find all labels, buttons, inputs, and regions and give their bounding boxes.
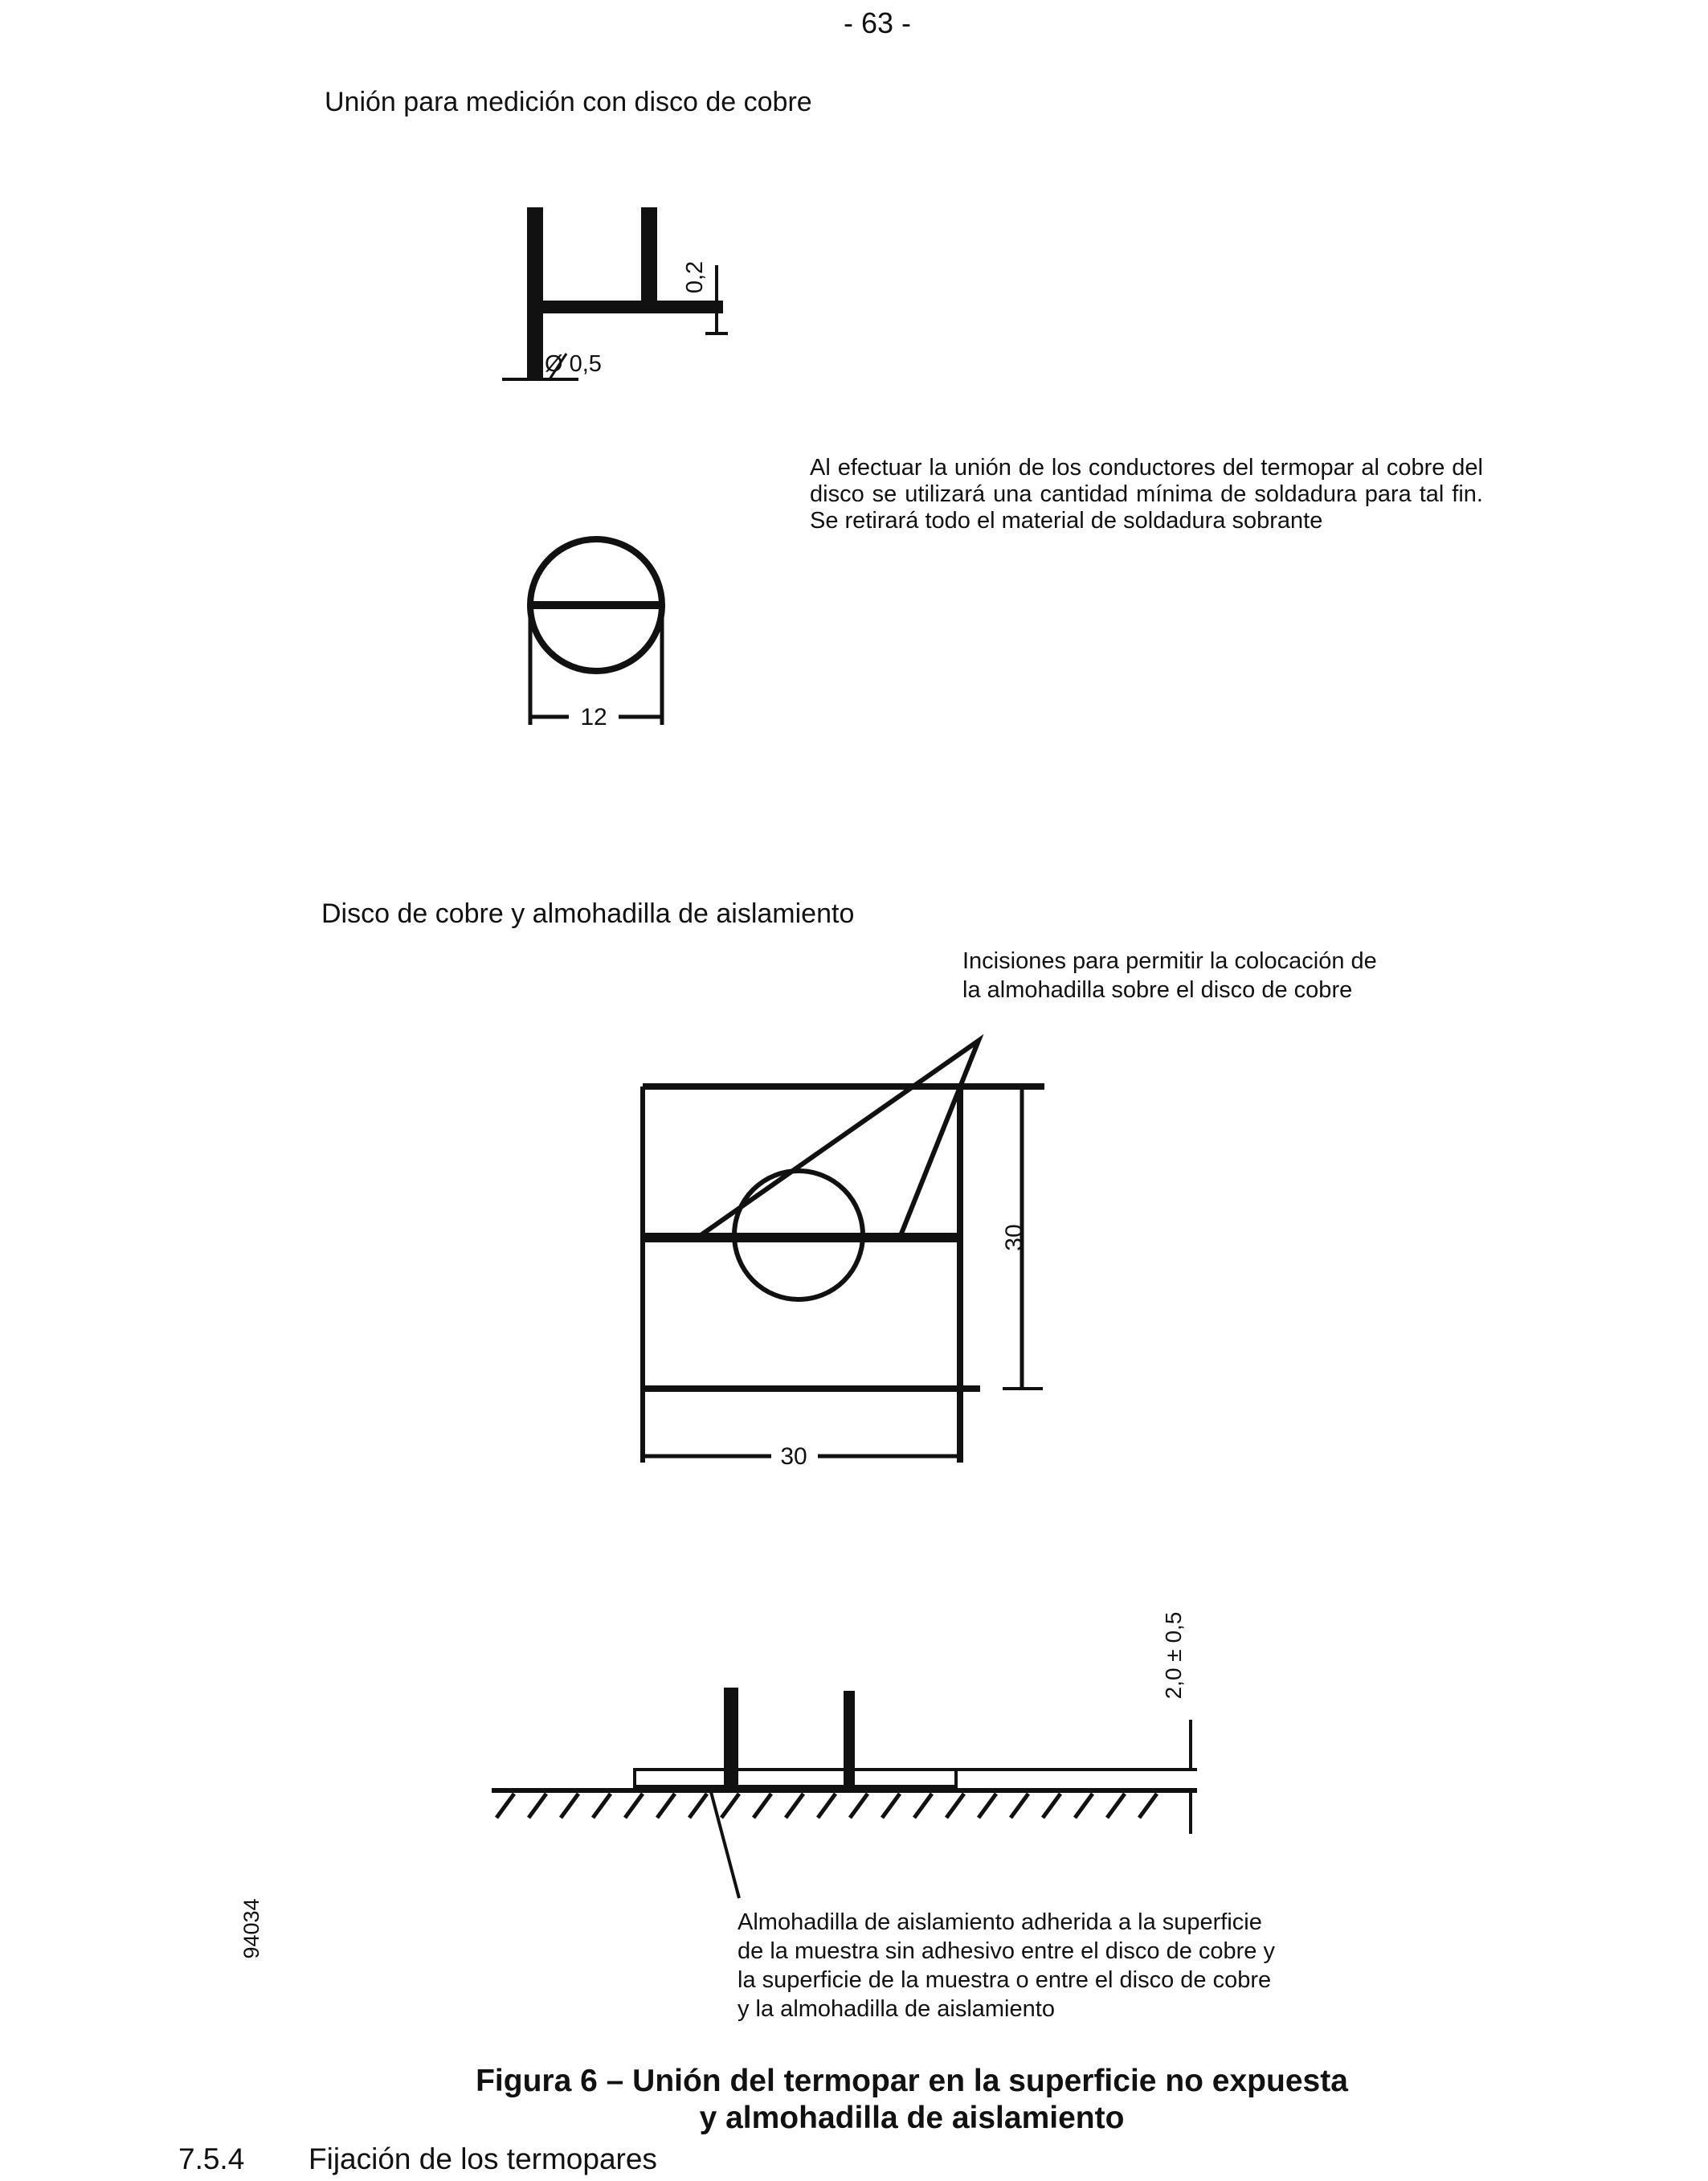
figure-caption-line-2: y almohadilla de aislamiento <box>699 2101 1125 2135</box>
incision-callout-line-1: Incisiones para permitir la colocación de <box>962 948 1377 974</box>
pad-callout-line-3: la superficie de la muestra o entre el disco de cobre <box>738 1967 1272 1993</box>
side-code: 94034 <box>239 1898 264 1959</box>
height-dim-label: 30 <box>1001 1224 1028 1251</box>
surface-hatching <box>496 1794 1157 1818</box>
pad-section-view <box>492 1612 1197 1898</box>
incision-callout-line-2: la almohadilla sobre el disco de cobre <box>962 977 1353 1003</box>
pad-callout-line-1: Almohadilla de aislamiento adherida a la superficie <box>738 1909 1262 1935</box>
pad-callout-leader <box>711 1792 739 1898</box>
solder-note: Al efectuar la unión de los conductores del termopar al cobre del disco se utilizará una cantidad mínima de soldadura para tal fin. Se retirará todo el material de soldadura sobrante <box>810 455 1483 534</box>
width-dim-label: 30 <box>780 1443 807 1470</box>
pad-top-view <box>643 1041 1044 1470</box>
pad-dim-label: 2,0 ± 0,5 <box>1161 1611 1186 1700</box>
section-heading-junction: Unión para medición con disco de cobre <box>325 87 812 117</box>
junction-side-view <box>502 207 728 379</box>
pad-callout-line-2: de la muestra sin adhesivo entre el disco de cobre y <box>738 1938 1275 1964</box>
figure-caption-line-1: Figura 6 – Unión del termopar en la superficie no expuesta <box>476 2064 1348 2098</box>
section-number: 7.5.4 <box>178 2142 245 2175</box>
junction-top-view <box>530 539 662 730</box>
wire-dim-label: Ø 0,5 <box>545 351 602 377</box>
page-number: - 63 - <box>844 6 912 39</box>
disc-dim-label: 12 <box>580 704 607 730</box>
incision-leader <box>697 1041 979 1238</box>
thickness-dim-label: 0,2 <box>682 260 708 294</box>
section-title: Fijación de los termopares <box>309 2142 657 2175</box>
pad-callout-line-4: y la almohadilla de aislamiento <box>738 1996 1055 2022</box>
section-heading-disc-pad: Disco de cobre y almohadilla de aislamiento <box>321 898 855 929</box>
